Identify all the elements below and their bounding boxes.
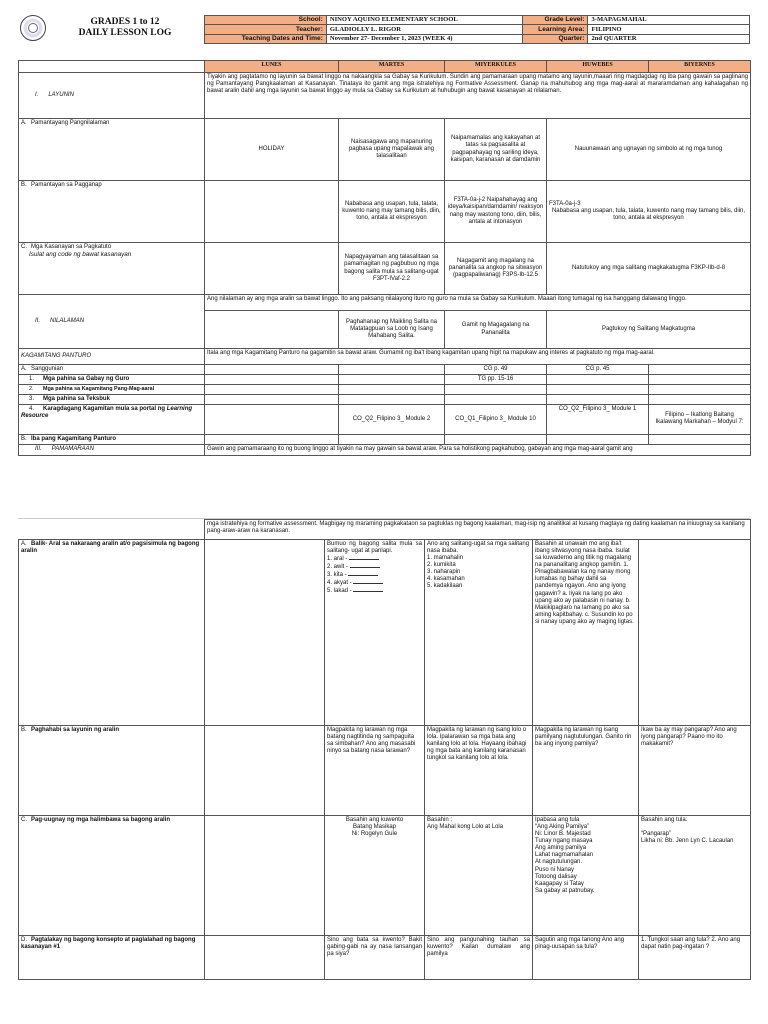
teksbuk-label: 3. Mga pahina sa Teksbuk bbox=[19, 394, 205, 404]
pangmag-huwebes bbox=[547, 385, 649, 394]
grade-label: Grade Level: bbox=[522, 16, 588, 25]
martes-item: 4. akyat - bbox=[327, 579, 422, 587]
martes-item: 3. kita - bbox=[327, 571, 422, 579]
karagdagang-martes: CO_Q2_Filipino 3_ Module 2 bbox=[339, 404, 445, 434]
lesson-table-page1 bbox=[18, 60, 751, 456]
sanggunian-martes bbox=[339, 365, 445, 375]
gabay-biyernes bbox=[649, 375, 751, 385]
header bbox=[18, 12, 750, 48]
pagganap-code: F3TA-0a-j-3 bbox=[549, 200, 581, 207]
paghahabi-huwebes: Magpakita ng larawan ng isang pamilyang nagtutulungan. Ganito rin ba ang inyong pamilya? bbox=[533, 726, 639, 816]
iba-martes bbox=[339, 434, 445, 444]
nilalaman-martes: Paghahanap ng Maikling Salita na Matatagpuan sa Loob ng Isang Mahabang Salita. bbox=[339, 311, 445, 349]
nilalaman-miyerkules: Gamit ng Magagalang na Pananalita bbox=[445, 311, 547, 349]
pangmag-miyerkules bbox=[445, 385, 547, 394]
col-martes: MARTES bbox=[339, 61, 445, 73]
pamantayang-pangnilalaman-label: A. Pamantayang Pangnilalaman bbox=[19, 119, 205, 181]
pag-uugnay-biyernes: Basahin ang tula: “Pangarap” Likha ni: Bb. Jenn Lyn C. Lacaulan bbox=[639, 816, 751, 936]
pag-uugnay-huwebes: Ipabasa ang tula “Ang Aking Pamilya” Ni: Linor B. Majestad Tunay ngang masaya Ang aming pamilya Lahat nagmamahalan At nagtutulungan. Puso ni Nanay Totoong dalisay Kaagapay si Tatay Sa gabay at patnubay. bbox=[533, 816, 639, 936]
corner-cell bbox=[19, 61, 205, 73]
pag-uugnay-label: C. Pag-uugnay ng mga halimbawa sa bagong aralin bbox=[19, 816, 205, 936]
kasanayan-lunes bbox=[205, 243, 339, 295]
page-two bbox=[18, 518, 750, 1012]
iba-miyerkules bbox=[445, 434, 547, 444]
teksbuk-lunes bbox=[205, 394, 339, 404]
paghahabi-lunes bbox=[205, 726, 325, 816]
dates-label: Teaching Dates and Time: bbox=[205, 34, 327, 43]
layunin-label: I. LAYUNIN bbox=[19, 73, 205, 119]
sanggunian-miyerkules: CG p. 49 bbox=[445, 365, 547, 375]
deped-seal-icon bbox=[20, 15, 46, 41]
iba-huwebes bbox=[547, 434, 649, 444]
paghahabi-label: B. Paghahabi sa layunin ng aralin bbox=[19, 726, 205, 816]
pagtalakay-huwebes: Sagutin ang mga tanong Ano ang pinag-uusapan sa tula? bbox=[533, 936, 639, 980]
lesson-table-page2 bbox=[18, 519, 751, 980]
col-biyernes: BIYERNES bbox=[649, 61, 751, 73]
balik-aral-lunes bbox=[205, 540, 325, 726]
teksbuk-martes bbox=[339, 394, 445, 404]
nilalaman-lunes bbox=[205, 311, 339, 349]
quarter-label: Quarter: bbox=[522, 34, 588, 43]
balik-aral-biyernes bbox=[639, 540, 751, 726]
pangmag-lunes bbox=[205, 385, 339, 394]
teksbuk-biyernes bbox=[649, 394, 751, 404]
pangmag-biyernes bbox=[649, 385, 751, 394]
pagtalakay-biyernes: 1. Tungkol saan ang tula? 2. Ano ang dapat natin pag-ingatan ? bbox=[639, 936, 751, 980]
balik-aral-label: A. Balik- Aral sa nakaraang aralin at/o pagsisimula ng bagong aralin bbox=[19, 540, 205, 726]
kasanayan-huwebes-biyernes: Natutukoy ang mga salitang magkakatugma F3KP-IIb-d-8 bbox=[547, 243, 751, 295]
quarter-value: 2nd QUARTER bbox=[588, 34, 750, 43]
pagganap-miyerkules: F3TA-0a-j-2 Naipahahayag ang ideya/kaisipan/damdamin/ reaksyon nang may wastong tono, diin, bilis, antala at intonasyon bbox=[445, 181, 547, 243]
grade-value: 3-MAPAGMAHAL bbox=[588, 16, 750, 25]
paghahabi-miyerkules: Magpakita ng larawan ng isang lolo o lola. Ipalarawan sa mga bata ang kanilang lolo at lola. Hayaang ibahagi ng mga bata ang kanilang karanasan tungkol sa kanilang lolo at lola. bbox=[425, 726, 533, 816]
balik-aral-martes: Bumuo ng bagong salita mula sa salitang- ugat at panlapi. 1. aral - 2. awit - 3. kita - 4. akyat - 5. lakad - bbox=[325, 540, 425, 726]
pag-uugnay-martes: Basahin ang kuwento Batang Masikap Ni: Rogelyn Gule bbox=[325, 816, 425, 936]
karagdagang-lunes bbox=[205, 404, 339, 434]
pagtalakay-lunes bbox=[205, 936, 325, 980]
layunin-text: Tiyakin ang pagtatamo ng layunin sa bawat linggo na nakaangkla sa Gabay sa Kurikulum. Sundin ang pamamaraan upang matamo ang layunin,maaari ring magdagdag ng iba pang gawain sa paglinang ng Pamantayang Pangkaalaman at Kasanayan. Tinataya ito gamit ang mga istratehiya ng Formative Assessment. Ganap na mahuhubog ang mga mag-aaral at mararamdaman ang kahalagahan ng bawat aralin dahil ang mga layunin sa bawat linggo ay mula sa Gabay sa Kurikulum at huhubugin ang bawat kasanayan at nilalaman. bbox=[205, 73, 751, 119]
paghahabi-martes: Magpakita ng larawan ng mga batang nagtitinda ng sampaguita sa simbahan? Ano ang masasabi ninyo sa batang nasa larawan? bbox=[325, 726, 425, 816]
sanggunian-label: A. Sanggunian bbox=[19, 365, 205, 375]
pangnilalaman-miyerkules: Naipamamalas ang kakayahan at tatas sa pagsasalita at pagpapahayag ng sariling ideya, kaisipan, karanasan at damdamin bbox=[445, 119, 547, 181]
kagamitan-text: Itala ang mga Kagamitang Panturo na gagamitin sa bawat araw. Gumamit ng iba't ibang kagamitan upang higit na mapukaw ang interes at pagkatuto ng mga mag-aaral. bbox=[205, 349, 751, 365]
gabay-martes bbox=[339, 375, 445, 385]
area-value: FILIPINO bbox=[588, 25, 750, 34]
teacher-label: Teacher: bbox=[205, 25, 327, 34]
pangnilalaman-martes: Naisasagawa ang mapanuring pagbasa upang mapalawak ang talasalitaan bbox=[339, 119, 445, 181]
pamamaraan-label: III. PAMAMARAAN bbox=[19, 444, 205, 455]
karagdagang-miyerkules: CO_Q1_Filipino 3_ Module 10 bbox=[445, 404, 547, 434]
martes-item: 2. awit - bbox=[327, 563, 422, 571]
nilalaman-text: Ang nilalaman ay ang mga aralin sa bawat linggo. Ito ang paksang nilalayong ituro ng guro na mula sa Gabay sa Kurikulum. Maaari itong tumagal ng isa hanggang dalawang linggo. bbox=[205, 295, 751, 311]
pangmag-label: 2. Mga pahina sa Kagamitang Pang-Mag-aaral bbox=[19, 385, 205, 394]
pagtalakay-martes: Sino ang bata sa kwento? Bakit gabing-gabi na ay nasa lansangan pa siya? bbox=[325, 936, 425, 980]
balik-aral-huwebes: Basahin at unawain mo ang iba't ibang sitwasyong nasa ibaba. Isulat sa kuwaderno ang titik ng magalang na pananalitang angkop gamitin. 1. Pinagbabawalan ka ng nanay mong lumabas ng bahay dahil sa pandemya ngayon. Ano ang iyong gagawin? a. Iiyak na lang po ako upang ako ay palabasin ni nanay. b. Makikipaglaro na lamang po ako sa aming kapitbahay. c. Susundin ko po si nanay upang ako ay maging ligtas. bbox=[533, 540, 639, 726]
dates-value: November 27- December 1, 2023 (WEEK 4) bbox=[326, 34, 522, 43]
pagtalakay-label: D. Pagtalakay ng bagong konsepto at paglalahad ng bagong kasanayan #1 bbox=[19, 936, 205, 980]
teksbuk-miyerkules bbox=[445, 394, 547, 404]
paghahabi-biyernes: Ikaw ba ay may pangarap? Ano ang iyong pangarap? Paano mo ito makakamit? bbox=[639, 726, 751, 816]
area-label: Learning Area: bbox=[522, 25, 588, 34]
school-value: NINOY AQUINO ELEMENTARY SCHOOL bbox=[326, 16, 522, 25]
log-title: GRADES 1 to 12 DAILY LESSON LOG bbox=[78, 17, 172, 38]
pangnilalaman-huwebes-biyernes: Nauunawaan ang ugnayan ng simbolo at ng mga tunog bbox=[547, 119, 751, 181]
school-label: School: bbox=[205, 16, 327, 25]
col-huwebes: HUWEBES bbox=[547, 61, 649, 73]
balik-aral-miyerkules: Ano ang salitang-ugat sa mga salitang nasa ibaba. 1. mamahalin 2. kumikita 3. naharapin 4. kasamahan 5. kadakilaan bbox=[425, 540, 533, 726]
martes-item: 5. lakad - bbox=[327, 587, 422, 595]
pagganap-martes: Nababasa ang usapan, tula, talata, kuwento nang may tamang bilis, diin, tono, antala at ekspresyon bbox=[339, 181, 445, 243]
nilalaman-label: II. NILALAMAN bbox=[19, 295, 205, 349]
teacher-value: GLADIOLLY L. RIGOR bbox=[326, 25, 522, 34]
kasanayan-martes: Napagyayaman ang talasalitaan sa pamamagitan ng pagbubuo ng mga bagong salita mula sa salitang-ugat F3PT-IVaf-2.2 bbox=[339, 243, 445, 295]
pamamaraan-text: Gawin ang pamamaraang ito ng buong linggo at tiyakin na may gawain sa bawat araw. Para sa holistikong pagkahubog, gabayan ang mga mag-aaral gamit ang bbox=[205, 444, 751, 455]
sanggunian-biyernes bbox=[649, 365, 751, 375]
gabay-huwebes bbox=[547, 375, 649, 385]
pamamaraan-cont-text: mga istratehiya ng formative assessment. Magbigay ng maraming pagkakataon sa pagtuklas ng bagong kaalaman, mag-isip ng analitikal at kusang magtaya ng dating kaalaman na iniuugnay sa kanilang pang-araw-araw na karanasan. bbox=[205, 520, 751, 540]
pagganap-text: Nababasa ang usapan, tula, talata, kuwento nang may tamang bilis, diin, tono, antala at ekspresyon bbox=[551, 207, 746, 222]
pamantayan-pagganap-label: B. Pamantayan sa Pagganap bbox=[19, 181, 205, 243]
pag-uugnay-lunes bbox=[205, 816, 325, 936]
pagtalakay-miyerkules: Sino ang pangunahing tauhan sa kuwento? Kailan dumalaw ang pamilya bbox=[425, 936, 533, 980]
gabay-label: 1. Mga pahina sa Gabay ng Guro bbox=[19, 375, 205, 385]
pamamaraan-cont-spacer bbox=[19, 520, 205, 540]
page-one bbox=[18, 12, 750, 488]
meta-table bbox=[204, 15, 750, 44]
pangmag-martes bbox=[339, 385, 445, 394]
nilalaman-huwebes-biyernes: Pagtukoy ng Salitang Magkatugma bbox=[547, 311, 751, 349]
kagamitan-label: KAGAMITANG PANTURO bbox=[19, 349, 205, 365]
kasanayan-label: C. Mga Kasanayan sa Pagkatuto Isulat ang code ng bawat kasanayan bbox=[19, 243, 205, 295]
martes-item: 1. aral - bbox=[327, 555, 422, 563]
col-miyerkules: MIYERKULES bbox=[445, 61, 547, 73]
col-lunes: LUNES bbox=[205, 61, 339, 73]
iba-lunes bbox=[205, 434, 339, 444]
iba-biyernes bbox=[649, 434, 751, 444]
teksbuk-huwebes bbox=[547, 394, 649, 404]
sanggunian-huwebes: CG p. 45 bbox=[547, 365, 649, 375]
gabay-lunes bbox=[205, 375, 339, 385]
karagdagang-huwebes: CO_Q2_Filipino 3_ Module 1 bbox=[547, 404, 649, 434]
pagganap-lunes bbox=[205, 181, 339, 243]
kasanayan-miyerkules: Nagagamit ang magalang na pananalita sa angkop na sitwasyon (pagpapaliwanag) F3PS-Ib-12.5 bbox=[445, 243, 547, 295]
pangnilalaman-lunes: HOLIDAY bbox=[205, 119, 339, 181]
karagdagang-label: 4. Karagdagang Kagamitan mula sa portal ng Learning Resource bbox=[19, 404, 205, 434]
karagdagang-biyernes: Filipino – Ikatlong Baitang Ikalawang Markahan – Modyul 7: bbox=[649, 404, 751, 434]
pag-uugnay-miyerkules: Basahin : Ang Mahal kong Lolo at Lola bbox=[425, 816, 533, 936]
iba-label: B. Iba pang Kagamitang Panturo bbox=[19, 434, 205, 444]
sanggunian-lunes bbox=[205, 365, 339, 375]
pagganap-huwebes-biyernes bbox=[547, 181, 751, 243]
gabay-miyerkules: TG pp. 15-16 bbox=[445, 375, 547, 385]
